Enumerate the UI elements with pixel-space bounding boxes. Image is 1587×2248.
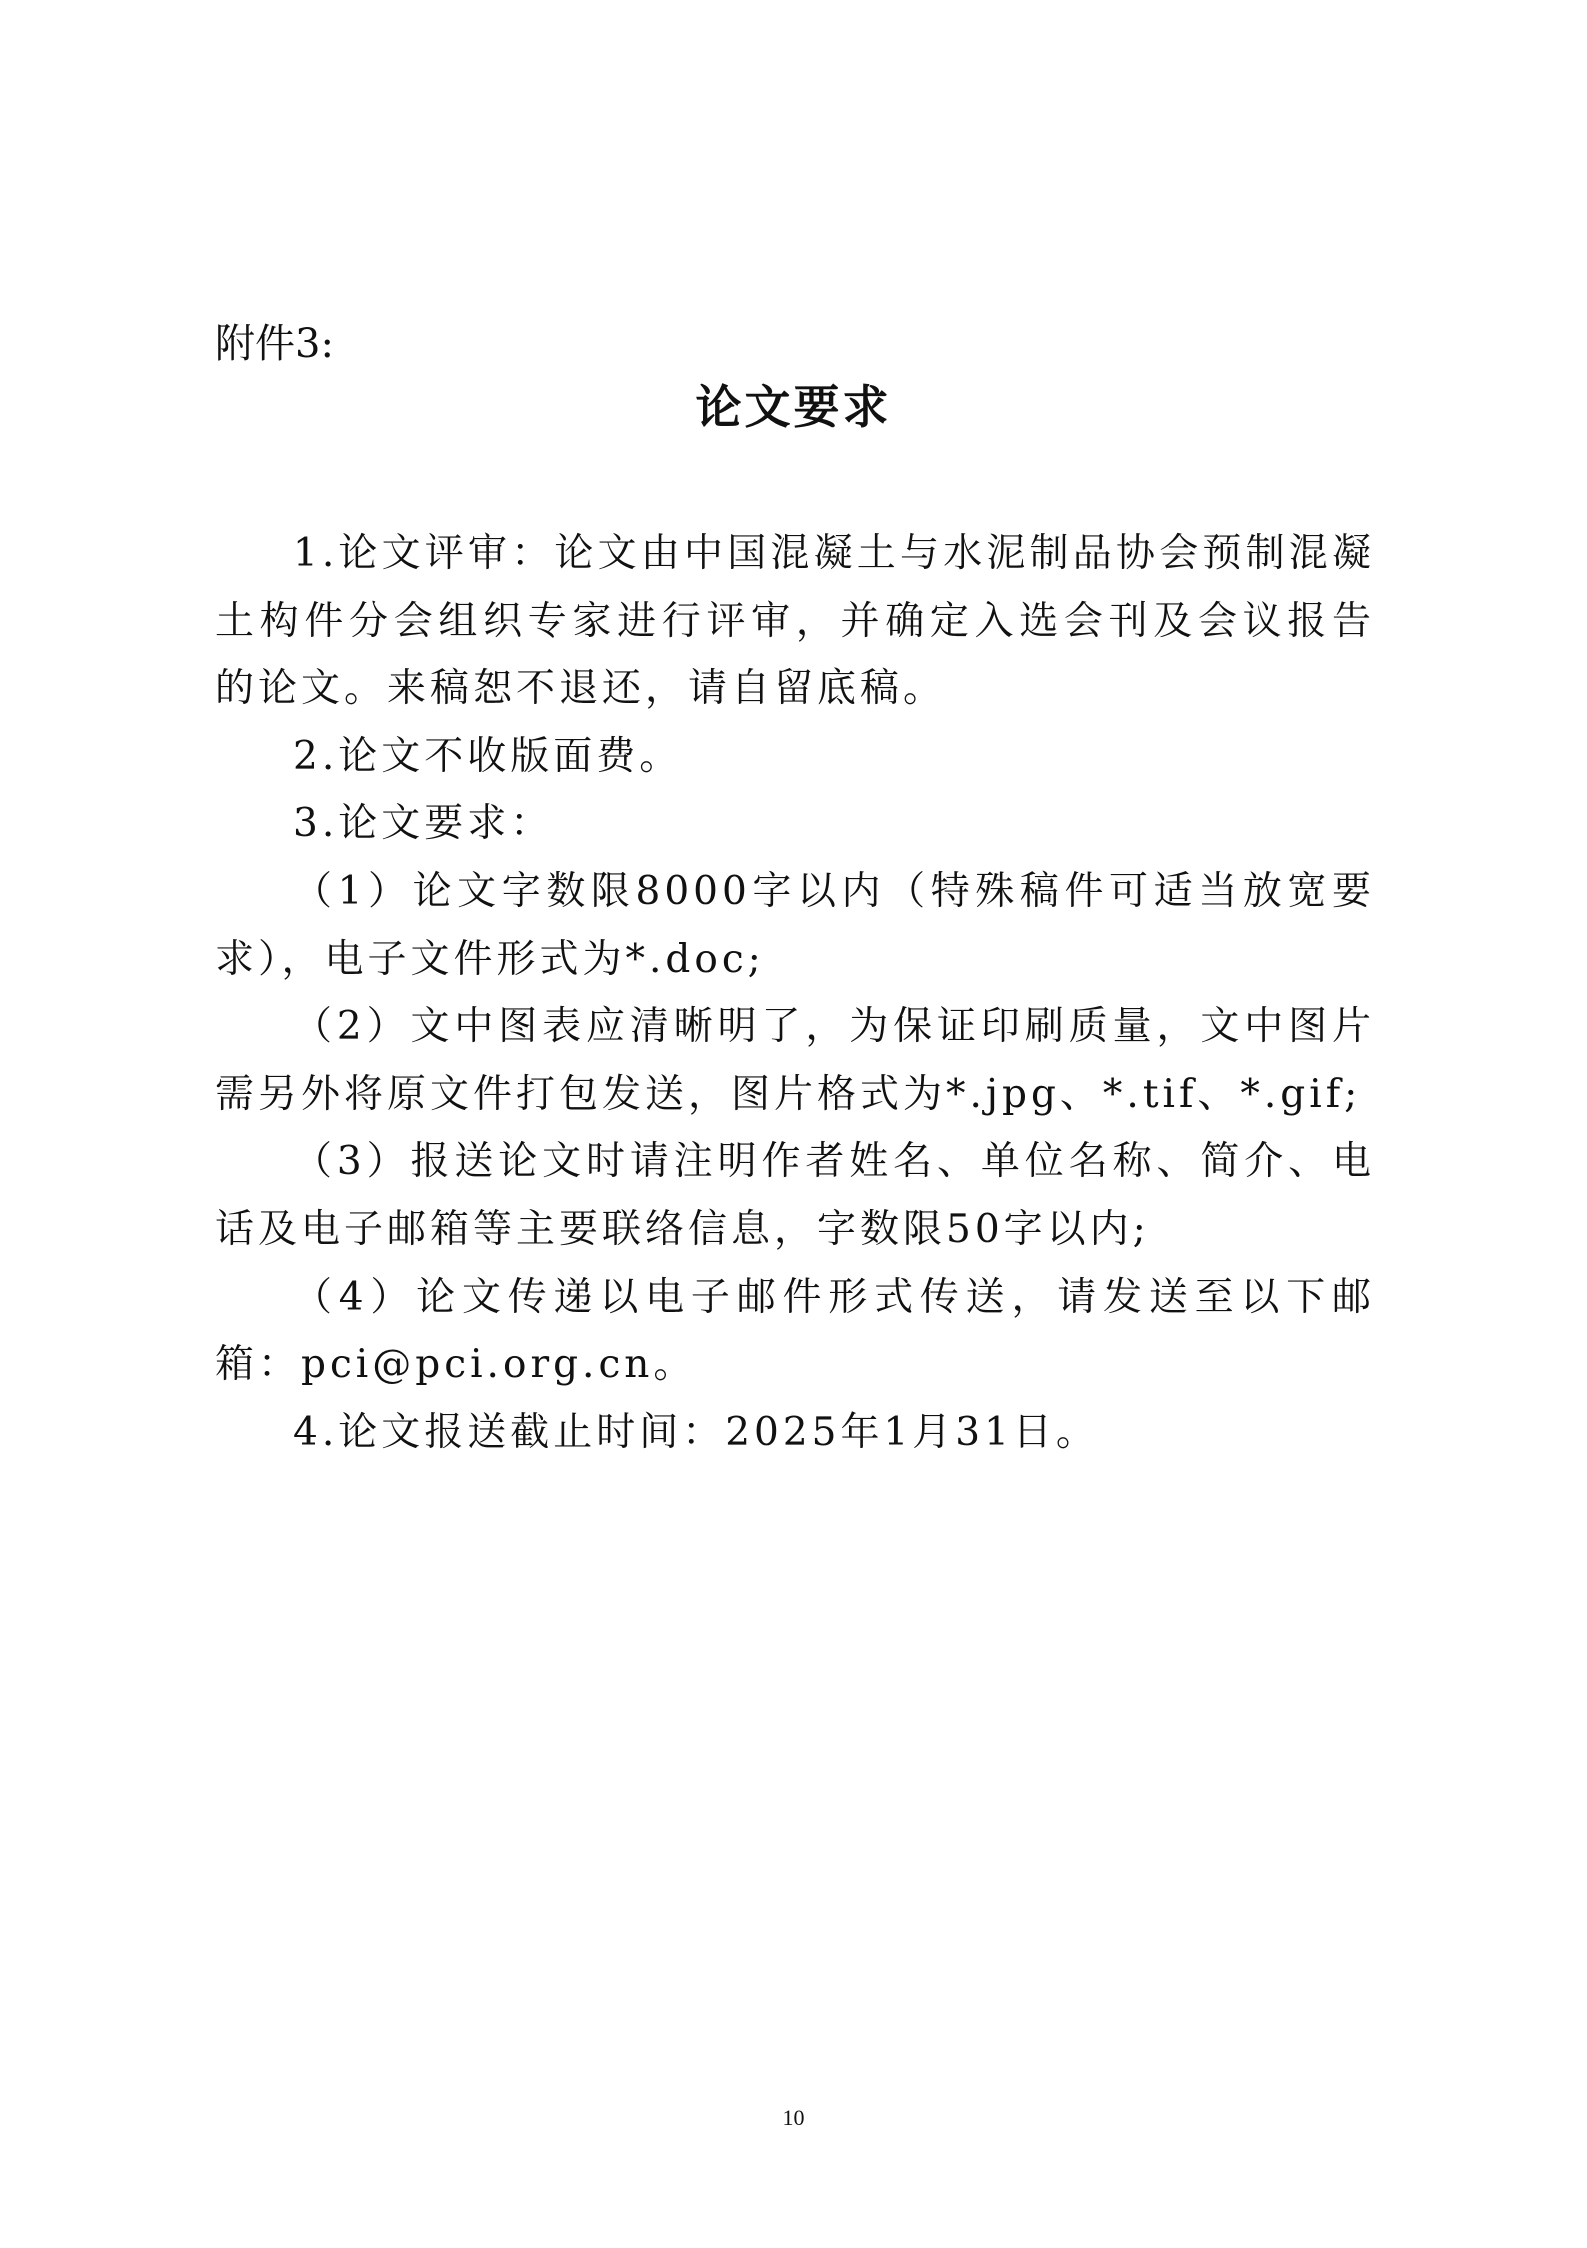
paragraph-requirement-2: （2）文中图表应清晰明了，为保证印刷质量，文中图片需另外将原文件打包发送，图片格式为*.jpg、*.tif、*.gif; bbox=[215, 1004, 1375, 1117]
paragraph-requirement-3: （3）报送论文时请注明作者姓名、单位名称、简介、电话及电子邮箱等主要联络信息，字数限50字以内; bbox=[215, 1139, 1375, 1252]
paragraph-requirement-4: （4）论文传递以电子邮件形式传送，请发送至以下邮箱：pci@pci.org.cn。 bbox=[215, 1274, 1375, 1388]
page-title: 论文要求 bbox=[695, 380, 892, 434]
paragraph-fee: 2.论文不收版面费。 bbox=[293, 733, 683, 779]
paragraph-deadline: 4.论文报送截止时间：2025年1月31日。 bbox=[293, 1409, 1099, 1455]
document-body bbox=[215, 520, 1375, 1466]
page-number: 10 bbox=[782, 2105, 805, 2130]
paragraph-requirement-1: （1）论文字数限8000字以内（特殊稿件可适当放宽要求），电子文件形式为*.doc; bbox=[215, 868, 1375, 982]
attachment-label: 附件3: bbox=[215, 321, 334, 367]
paragraph-requirements-heading: 3.论文要求： bbox=[293, 801, 554, 847]
paragraph-review: 1.论文评审：论文由中国混凝土与水泥制品协会预制混凝土构件分会组织专家进行评审，并确定入选会刊及会议报告的论文。来稿恕不退还，请自留底稿。 bbox=[215, 531, 1375, 712]
